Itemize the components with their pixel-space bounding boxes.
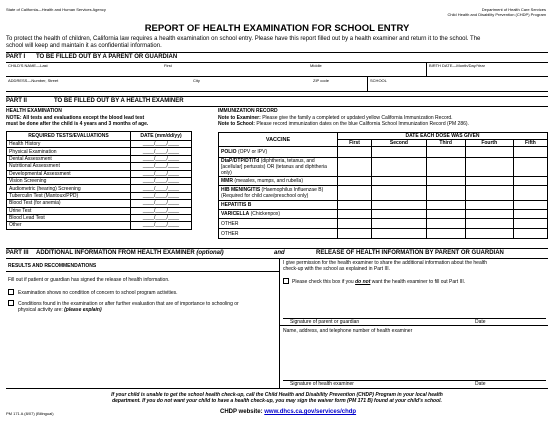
vaccine-name: DtaP/DTP/DT/Td (diphtheria, tetanus, and [acellular] pertussis) OR (tetanus and diphtheria only) <box>219 158 338 177</box>
test-name: Tuberculin Test (Mantoux/PPD) <box>7 192 131 199</box>
part2-label: PART II <box>6 98 27 104</box>
chdp-website-link[interactable]: www.dhcs.ca.gov/services/chdp <box>264 409 357 415</box>
city-field[interactable]: City <box>193 78 200 83</box>
dose-col-third: Third <box>426 140 465 147</box>
permission-text-2: check-up with the school as explained in Part III. <box>283 266 391 272</box>
dose-date-cell[interactable] <box>372 201 427 210</box>
test-row <box>7 170 192 177</box>
test-row <box>7 222 192 229</box>
results-heading: RESULTS AND RECOMMENDATIONS <box>8 263 97 269</box>
vaccine-row <box>219 210 548 219</box>
dose-date-cell[interactable] <box>372 229 427 239</box>
permission-text-1: I give permission for the health examiner to share the additional information about the health <box>283 260 488 266</box>
test-row <box>7 163 192 170</box>
vaccine-row <box>219 147 548 158</box>
website-line: CHDP website: www.dhcs.ca.gov/services/chdp <box>220 409 357 415</box>
dose-date-cell[interactable] <box>372 186 427 201</box>
dose-date-cell[interactable] <box>513 229 547 239</box>
dose-header: DATE EACH DOSE WAS GIVEN <box>338 133 548 140</box>
dose-date-cell[interactable] <box>338 219 372 229</box>
examiner-signature-field[interactable]: Signature of health examiner <box>290 381 354 387</box>
test-date-field[interactable]: ____/____/____ <box>131 163 192 170</box>
dose-date-cell[interactable] <box>338 210 372 219</box>
test-name: Developmental Assessment <box>7 170 131 177</box>
vaccine-row <box>219 177 548 186</box>
vaccine-name: HEPATITIS B <box>219 201 338 210</box>
test-date-field[interactable]: ____/____/____ <box>131 222 192 229</box>
footer-note-2: department. If you do not want your child to have a health check-up, you may sign the waiver form (PM 171 B) found at your child's school. <box>112 398 442 404</box>
test-row <box>7 148 192 155</box>
dose-col-fourth: Fourth <box>465 140 513 147</box>
test-row <box>7 155 192 162</box>
part1-label: PART I <box>6 54 26 60</box>
vaccine-row <box>219 158 548 177</box>
do-not-fill-label: Please check this box if you do not want the health examiner to fill out Part III. <box>292 279 466 285</box>
agency-label: State of California—Health and Human Services Agency <box>6 7 106 12</box>
no-condition-label: Examination shows no condition of concern to school program activities. <box>18 290 178 296</box>
exam-note-1: NOTE: All tests and evaluations except the blood lead test <box>6 115 145 121</box>
vaccine-row <box>219 229 548 239</box>
zip-field[interactable]: ZIP code <box>313 78 329 83</box>
dose-date-cell[interactable] <box>426 219 465 229</box>
no-condition-checkbox[interactable] <box>8 289 14 295</box>
dose-col-second: Second <box>372 140 427 147</box>
do-not-fill-checkbox[interactable] <box>283 278 289 284</box>
part3-label: PART III <box>6 250 29 256</box>
dose-date-cell[interactable] <box>426 210 465 219</box>
test-name: Urine Test <box>7 207 131 214</box>
release-title: RELEASE OF HEALTH INFORMATION BY PARENT OR GUARDIAN <box>316 250 504 256</box>
dose-date-cell[interactable] <box>372 219 427 229</box>
vaccine-name: HIB MENINGITIS (Haemophilus Influenzae B) (Required for child care/preschool only) <box>219 186 338 201</box>
dose-date-cell[interactable] <box>372 210 427 219</box>
health-exam-heading: HEALTH EXAMINATION <box>6 108 62 114</box>
form-id: PM 171 A (8/07) (Bilingual) <box>6 411 54 416</box>
dose-date-cell[interactable] <box>372 147 427 158</box>
test-row <box>7 200 192 207</box>
test-name: Blood Lead Test <box>7 214 131 221</box>
part1-title: TO BE FILLED OUT BY A PARENT OR GUARDIAN <box>36 54 178 60</box>
dose-date-cell[interactable] <box>513 158 547 177</box>
dose-date-cell[interactable] <box>426 158 465 177</box>
examiner-info-field[interactable]: Name, address, and telephone number of health examiner <box>283 328 413 334</box>
and-label: and <box>274 250 285 256</box>
test-row <box>7 207 192 214</box>
note-to-school: Note to School: Please record immunization dates on the blue California School Immunization Record (PM 286). <box>218 121 469 127</box>
dose-date-cell[interactable] <box>465 186 513 201</box>
test-date-field[interactable]: ____/____/____ <box>131 170 192 177</box>
dose-date-cell[interactable] <box>372 158 427 177</box>
test-name: Audiometric (hearing) Screening <box>7 185 131 192</box>
test-row <box>7 192 192 199</box>
dose-date-cell[interactable] <box>338 229 372 239</box>
dose-date-cell[interactable] <box>338 147 372 158</box>
middle-name-field[interactable]: Middle <box>310 63 322 68</box>
test-date-field[interactable]: ____/____/____ <box>131 155 192 162</box>
col-date: DATE (mm/dd/yy) <box>131 132 192 141</box>
col-required-tests: REQUIRED TESTS/EVALUATIONS <box>7 132 131 141</box>
test-row <box>7 141 192 148</box>
test-date-field[interactable]: ____/____/____ <box>131 185 192 192</box>
intro-line-2: school will keep and maintain it as confidential information. <box>6 43 162 49</box>
dose-date-cell[interactable] <box>465 229 513 239</box>
test-row <box>7 185 192 192</box>
department-label: Department of Health Care Services <box>481 7 546 12</box>
test-row <box>7 177 192 184</box>
part2-title: TO BE FILLED OUT BY A HEALTH EXAMINER <box>54 98 184 104</box>
dose-date-cell[interactable] <box>426 177 465 186</box>
conditions-found-checkbox[interactable] <box>8 300 14 306</box>
vaccine-name: VARICELLA (Chickenpox) <box>219 210 338 219</box>
test-row <box>7 214 192 221</box>
form-title: REPORT OF HEALTH EXAMINATION FOR SCHOOL ENTRY <box>144 23 410 34</box>
dose-date-cell[interactable] <box>465 158 513 177</box>
immunization-heading: IMMUNIZATION RECORD <box>218 108 278 114</box>
test-name: Nutritional Assessment <box>7 163 131 170</box>
dose-date-cell[interactable] <box>465 210 513 219</box>
test-date-field[interactable]: ____/____/____ <box>131 177 192 184</box>
required-tests-table <box>6 131 192 230</box>
vaccine-row <box>219 219 548 229</box>
child-name-field[interactable]: CHILD'S NAME—Last <box>8 63 48 68</box>
dose-date-cell[interactable] <box>338 186 372 201</box>
vaccine-name: POLIO (OPV or IPV) <box>219 147 338 158</box>
conditions-found-label-2: physical activity are: (please explain) <box>18 307 102 313</box>
dose-date-cell[interactable] <box>465 219 513 229</box>
dose-date-cell[interactable] <box>426 186 465 201</box>
dose-col-first: First <box>338 140 372 147</box>
test-date-field[interactable]: ____/____/____ <box>131 214 192 221</box>
test-name: Blood Test (for anemia) <box>7 200 131 207</box>
dose-date-cell[interactable] <box>338 158 372 177</box>
dose-date-cell[interactable] <box>372 177 427 186</box>
parent-date-field[interactable]: Date <box>475 319 486 325</box>
test-name: Health History <box>7 141 131 148</box>
birth-date-field[interactable]: BIRTH DATE—Month/Day/Year <box>429 63 485 68</box>
part3-title: ADDITIONAL INFORMATION FROM HEALTH EXAMINER (optional) <box>36 250 224 256</box>
dose-col-fifth: Fifth <box>513 140 547 147</box>
dose-date-cell[interactable] <box>426 229 465 239</box>
exam-note-2: must be done after the child is 4 years and 3 months of age. <box>6 121 149 127</box>
test-date-field[interactable]: ____/____/____ <box>131 192 192 199</box>
conditions-found-label-1: Conditions found in the examination or after further evaluation that are of importance to schooling or <box>18 301 239 307</box>
parent-signature-field[interactable]: Signature of parent or guardian <box>290 319 360 325</box>
vaccine-row <box>219 201 548 210</box>
fill-out-instruction: Fill out if patient or guardian has signed the release of health information. <box>8 277 170 283</box>
dose-date-cell[interactable] <box>338 201 372 210</box>
dose-date-cell[interactable] <box>465 177 513 186</box>
program-label: Child Health and Disability Prevention (CHDP) Program <box>447 12 546 17</box>
intro-line-1: To protect the health of children, California law requires a health examination on school entry. Please have this report filled out by a health examiner and return it to the school. The <box>6 36 481 42</box>
dose-date-cell[interactable] <box>513 210 547 219</box>
test-date-field[interactable]: ____/____/____ <box>131 200 192 207</box>
school-field[interactable]: SCHOOL <box>370 78 387 83</box>
col-vaccine: VACCINE <box>219 133 338 147</box>
immunization-table <box>218 132 548 239</box>
vaccine-name: OTHER <box>219 229 338 239</box>
test-name: Vision Screening <box>7 177 131 184</box>
first-name-field[interactable]: First <box>164 63 172 68</box>
vaccine-name: MMR (measles, mumps, and rubella) <box>219 177 338 186</box>
dose-date-cell[interactable] <box>465 147 513 158</box>
dose-date-cell[interactable] <box>426 201 465 210</box>
vaccine-row <box>219 186 548 201</box>
examiner-date-field[interactable]: Date <box>475 381 486 387</box>
test-date-field[interactable]: ____/____/____ <box>131 141 192 148</box>
dose-date-cell[interactable] <box>426 147 465 158</box>
vaccine-name: OTHER <box>219 219 338 229</box>
test-name: Physical Examination <box>7 148 131 155</box>
test-date-field[interactable]: ____/____/____ <box>131 207 192 214</box>
test-name: Other <box>7 222 131 229</box>
footer-note-1: If your child is unable to get the school health check-up, call the Child Health and Disability Prevention (CHDP) Program in your local health <box>111 392 443 398</box>
dose-date-cell[interactable] <box>513 186 547 201</box>
test-name: Dental Assessment <box>7 155 131 162</box>
address-field[interactable]: ADDRESS—Number, Street <box>8 78 59 83</box>
dose-date-cell[interactable] <box>513 147 547 158</box>
note-to-examiner: Note to Examiner: Please give the family a completed or updated yellow California Immunization Record. <box>218 115 453 121</box>
dose-date-cell[interactable] <box>338 177 372 186</box>
dose-date-cell[interactable] <box>465 201 513 210</box>
test-date-field[interactable]: ____/____/____ <box>131 148 192 155</box>
dose-date-cell[interactable] <box>513 177 547 186</box>
dose-date-cell[interactable] <box>513 201 547 210</box>
dose-date-cell[interactable] <box>513 219 547 229</box>
